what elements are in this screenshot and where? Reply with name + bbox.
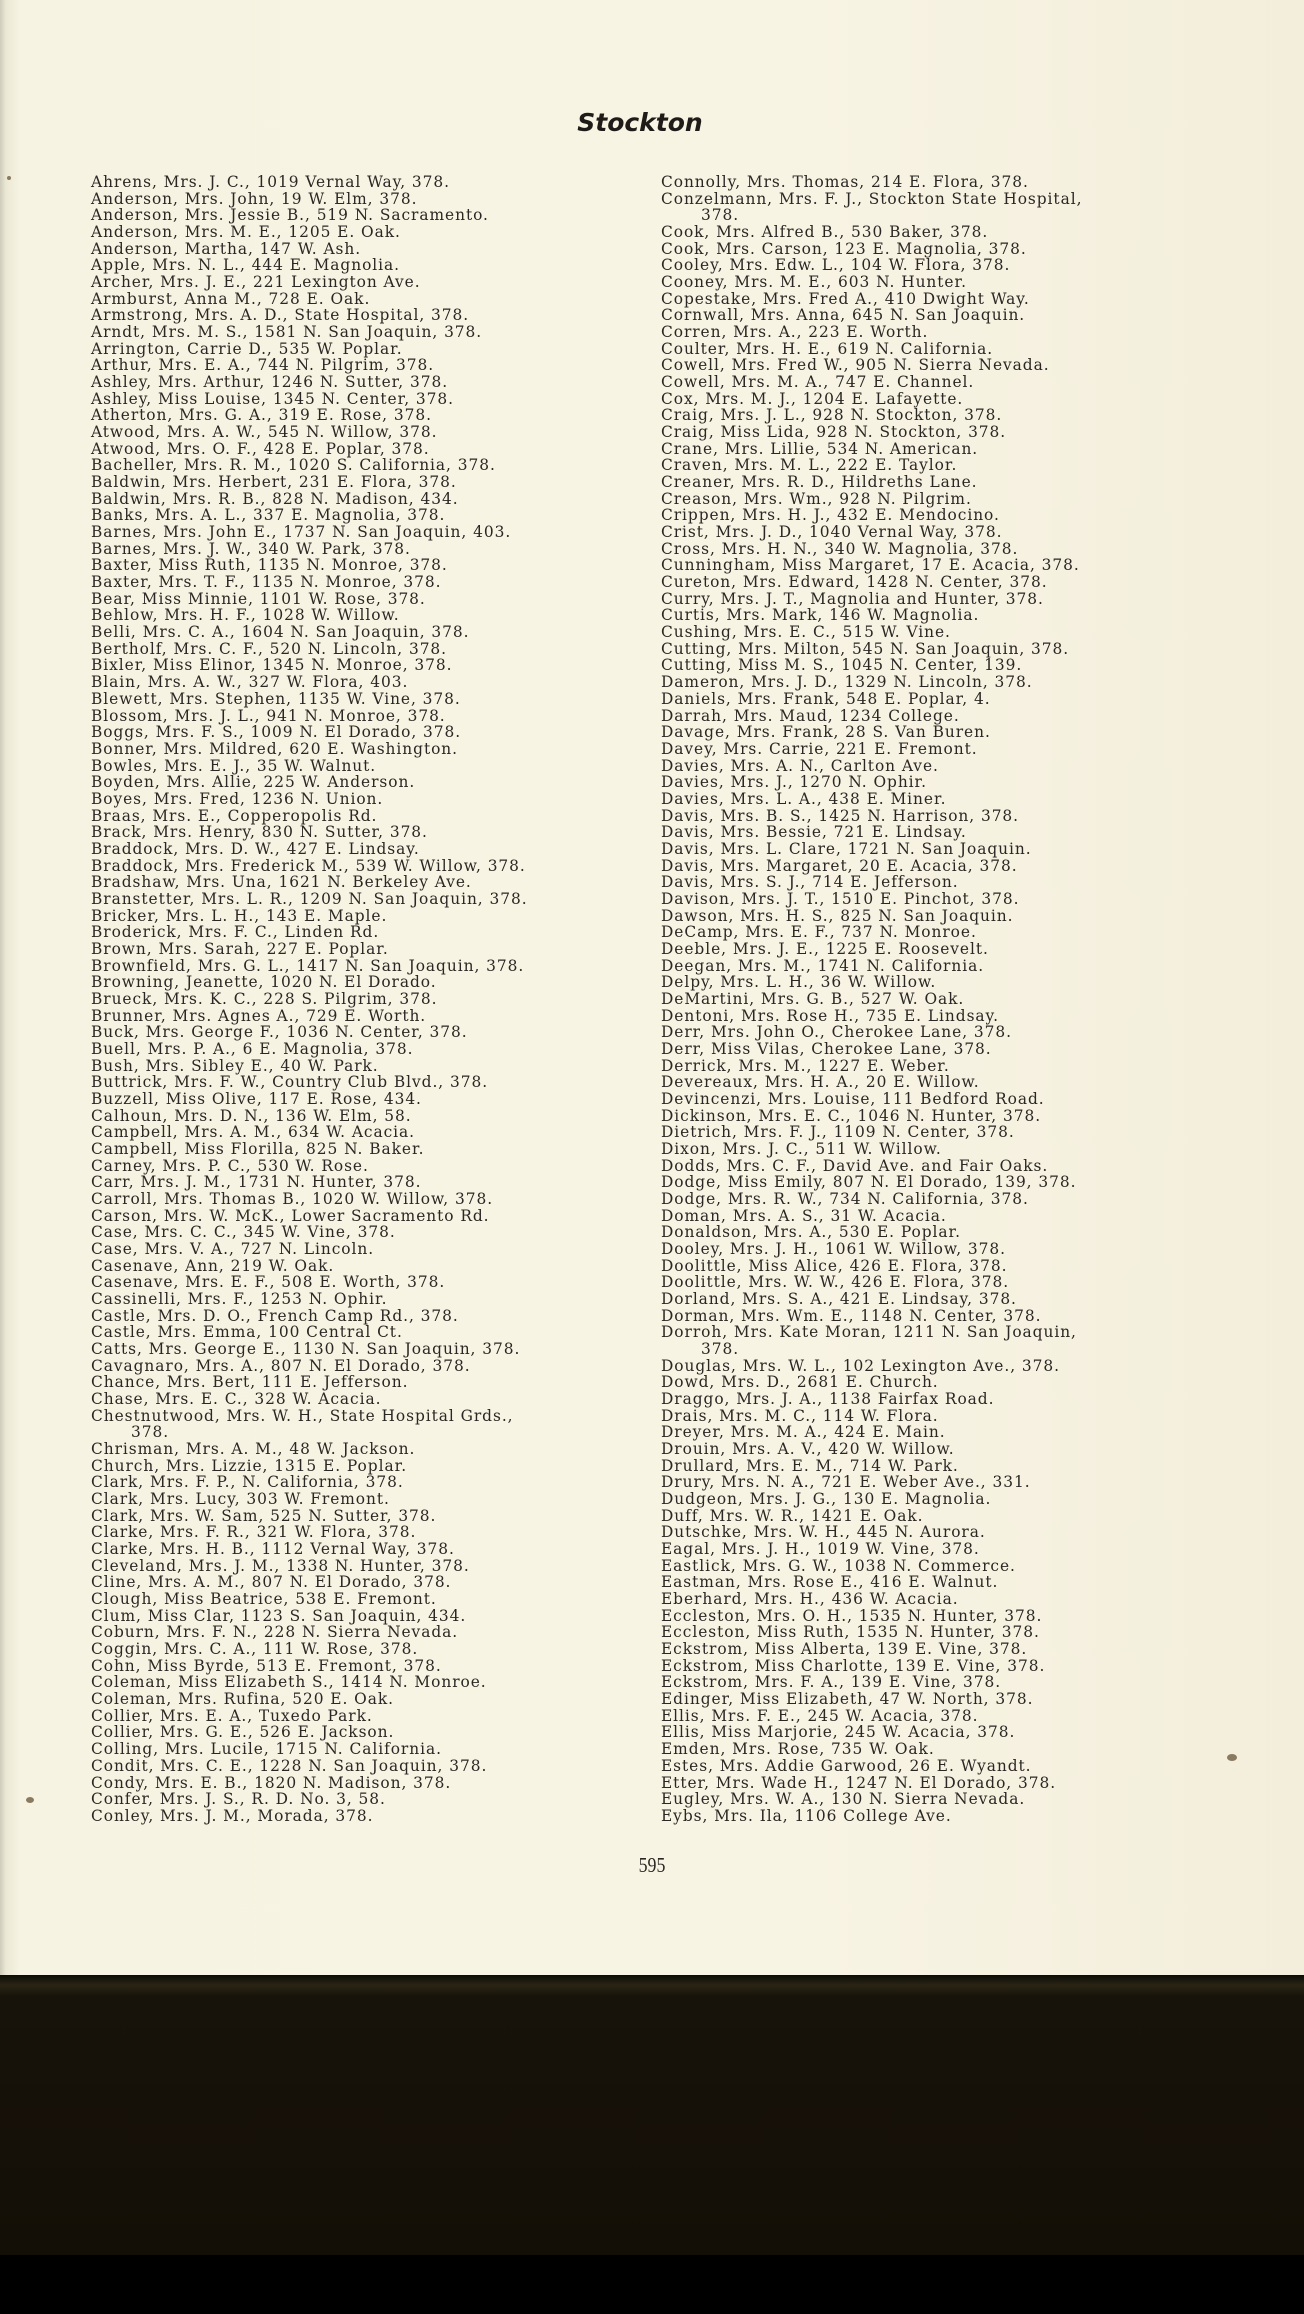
directory-entry: Anderson, Mrs. John, 19 W. Elm, 378. [91, 189, 418, 208]
directory-entry: Doman, Mrs. A. S., 31 W. Acacia. [661, 1206, 947, 1225]
directory-entry: Anderson, Martha, 147 W. Ash. [91, 239, 362, 258]
directory-entry: Dorland, Mrs. S. A., 421 E. Lindsay, 378. [661, 1290, 1017, 1309]
directory-entry: Calhoun, Mrs. D. N., 136 W. Elm, 58. [91, 1106, 412, 1125]
directory-entry: Case, Mrs. V. A., 727 N. Lincoln. [91, 1240, 375, 1258]
directory-entry: Doolittle, Mrs. W. W., 426 E. Flora, 378. [661, 1273, 1010, 1292]
directory-entry: Carr, Mrs. J. M., 1731 N. Hunter, 378. [91, 1173, 422, 1192]
directory-entry: Bacheller, Mrs. R. M., 1020 S. California, 378. [91, 456, 496, 475]
directory-entry: Etter, Mrs. Wade H., 1247 N. El Dorado, 378. [661, 1773, 1057, 1792]
directory-entry: Davis, Mrs. S. J., 714 E. Jefferson. [661, 873, 959, 892]
directory-entry: Barnes, Mrs. J. W., 340 W. Park, 378. [91, 539, 411, 558]
directory-entry: Dudgeon, Mrs. J. G., 130 E. Magnolia. [661, 1490, 992, 1509]
paper-speck [7, 176, 11, 180]
directory-entry: Derr, Mrs. John O., Cherokee Lane, 378. [661, 1023, 1012, 1042]
directory-entry: Drury, Mrs. N. A., 721 E. Weber Ave., 331. [661, 1473, 1031, 1492]
directory-entry: Deegan, Mrs. M., 1741 N. California. [661, 956, 985, 975]
entry-continuation: 378. [701, 206, 740, 225]
directory-entry: Eccleston, Mrs. O. H., 1535 N. Hunter, 378. [661, 1606, 1043, 1625]
directory-entry: Drouin, Mrs. A. V., 420 W. Willow. [661, 1440, 955, 1459]
directory-entry: Anderson, Mrs. Jessie B., 519 N. Sacramento. [91, 206, 489, 225]
directory-entry: Cushing, Mrs. E. C., 515 W. Vine. [661, 623, 951, 642]
directory-entry: Cowell, Mrs. M. A., 747 E. Channel. [661, 373, 975, 392]
directory-entry: Atwood, Mrs. O. F., 428 E. Poplar, 378. [91, 439, 430, 458]
directory-entry: Draggo, Mrs. J. A., 1138 Fairfax Road. [661, 1390, 995, 1409]
directory-entry: Baldwin, Mrs. R. B., 828 N. Madison, 434. [91, 489, 459, 508]
directory-entry: Braddock, Mrs. D. W., 427 E. Lindsay. [91, 839, 420, 858]
directory-entry [661, 1324, 1082, 1357]
directory-entry: Edinger, Miss Elizabeth, 47 W. North, 378. [661, 1690, 1034, 1709]
directory-entry: Davey, Mrs. Carrie, 221 E. Fremont. [661, 739, 978, 758]
directory-entry: Cooney, Mrs. M. E., 603 N. Hunter. [661, 273, 967, 292]
directory-entry: Buck, Mrs. George F., 1036 N. Center, 378. [91, 1023, 468, 1042]
directory-entry: Davis, Mrs. L. Clare, 1721 N. San Joaquin. [661, 839, 1032, 858]
directory-entry: Banks, Mrs. A. L., 337 E. Magnolia, 378. [91, 506, 446, 525]
directory-entry: Cowell, Mrs. Fred W., 905 N. Sierra Nevada. [661, 356, 1050, 375]
directory-entry: Connolly, Mrs. Thomas, 214 E. Flora, 378. [661, 173, 1029, 191]
directory-entry: Buttrick, Mrs. F. W., Country Club Blvd., 378. [91, 1073, 489, 1092]
directory-entry: Cook, Mrs. Carson, 123 E. Magnolia, 378. [661, 239, 1027, 258]
directory-column-left [91, 174, 528, 1825]
directory-entry: Carroll, Mrs. Thomas B., 1020 W. Willow, 378. [91, 1189, 494, 1208]
entry-continuation: 378. [131, 1423, 170, 1442]
directory-entry: Bush, Mrs. Sibley E., 40 W. Park. [91, 1056, 379, 1075]
directory-entry: Buell, Mrs. P. A., 6 E. Magnolia, 378. [91, 1039, 414, 1058]
directory-entry: Dameron, Mrs. J. D., 1329 N. Lincoln, 378. [661, 673, 1033, 692]
directory-entry: Anderson, Mrs. M. E., 1205 E. Oak. [91, 223, 401, 242]
directory-entry: Bowles, Mrs. E. J., 35 W. Walnut. [91, 756, 377, 775]
directory-entry: DeMartini, Mrs. G. B., 527 W. Oak. [661, 989, 965, 1008]
directory-entry: Casenave, Ann, 219 W. Oak. [91, 1256, 335, 1275]
directory-entry: Bonner, Mrs. Mildred, 620 E. Washington. [91, 739, 459, 758]
directory-entry: Davies, Mrs. J., 1270 N. Ophir. [661, 773, 928, 792]
directory-entry: Davage, Mrs. Frank, 28 S. Van Buren. [661, 723, 991, 742]
directory-entry: Dreyer, Mrs. M. A., 424 E. Main. [661, 1423, 946, 1442]
directory-entry: Brueck, Mrs. K. C., 228 S. Pilgrim, 378. [91, 989, 438, 1008]
directory-entry: Crist, Mrs. J. D., 1040 Vernal Way, 378. [661, 523, 1003, 542]
directory-entry: Armburst, Anna M., 728 E. Oak. [91, 289, 371, 308]
directory-entry: Clark, Mrs. F. P., N. California, 378. [91, 1473, 404, 1492]
directory-entry: Clark, Mrs. W. Sam, 525 N. Sutter, 378. [91, 1506, 437, 1525]
directory-entry: Cox, Mrs. M. J., 1204 E. Lafayette. [661, 389, 964, 408]
directory-entry: Eckstrom, Mrs. F. A., 139 E. Vine, 378. [661, 1673, 1002, 1692]
directory-entry: Derr, Miss Vilas, Cherokee Lane, 378. [661, 1039, 992, 1058]
directory-entry: Behlow, Mrs. H. F., 1028 W. Willow. [91, 606, 400, 625]
directory-entry: Campbell, Mrs. A. M., 634 W. Acacia. [91, 1123, 416, 1142]
directory-entry: Drullard, Mrs. E. M., 714 W. Park. [661, 1456, 959, 1475]
directory-entry: Brack, Mrs. Henry, 830 N. Sutter, 378. [91, 823, 428, 842]
directory-entry: Creason, Mrs. Wm., 928 N. Pilgrim. [661, 489, 972, 508]
directory-entry: Conley, Mrs. J. M., Morada, 378. [91, 1806, 374, 1825]
directory-entry: Cornwall, Mrs. Anna, 645 N. San Joaquin. [661, 306, 1026, 325]
directory-entry: Coulter, Mrs. H. E., 619 N. California. [661, 339, 994, 358]
directory-entry: Copestake, Mrs. Fred A., 410 Dwight Way. [661, 289, 1030, 308]
directory-entry [91, 1408, 528, 1441]
directory-entry: Cunningham, Miss Margaret, 17 E. Acacia, 378. [661, 556, 1080, 575]
directory-entry: Brown, Mrs. Sarah, 227 E. Poplar. [91, 939, 389, 958]
directory-entry: Davies, Mrs. L. A., 438 E. Miner. [661, 789, 947, 808]
directory-entry: Ellis, Miss Marjorie, 245 W. Acacia, 378. [661, 1723, 1016, 1742]
directory-entry: Curry, Mrs. J. T., Magnolia and Hunter, 378. [661, 589, 1044, 608]
directory-entry: Brunner, Mrs. Agnes A., 729 E. Worth. [91, 1006, 427, 1025]
directory-entry: Blossom, Mrs. J. L., 941 N. Monroe, 378. [91, 706, 446, 725]
directory-entry: Baxter, Miss Ruth, 1135 N. Monroe, 378. [91, 556, 448, 575]
directory-entry: Chrisman, Mrs. A. M., 48 W. Jackson. [91, 1440, 416, 1459]
directory-entry: Eastlick, Mrs. G. W., 1038 N. Commerce. [661, 1556, 1016, 1575]
directory-entry: Belli, Mrs. C. A., 1604 N. San Joaquin, 378. [91, 623, 470, 642]
directory-entry: Cross, Mrs. H. N., 340 W. Magnolia, 378. [661, 539, 1019, 558]
directory-entry: Cook, Mrs. Alfred B., 530 Baker, 378. [661, 223, 989, 242]
directory-entry: Armstrong, Mrs. A. D., State Hospital, 378. [91, 306, 470, 325]
directory-entry: Castle, Mrs. D. O., French Camp Rd., 378. [91, 1306, 459, 1325]
directory-entry: Apple, Mrs. N. L., 444 E. Magnolia. [91, 256, 401, 275]
directory-entry: Ashley, Mrs. Arthur, 1246 N. Sutter, 378. [91, 373, 449, 392]
directory-entry: Chance, Mrs. Bert, 111 E. Jefferson. [91, 1373, 409, 1392]
directory-entry: Arrington, Carrie D., 535 W. Poplar. [91, 339, 403, 358]
directory-entry: Dorman, Mrs. Wm. E., 1148 N. Center, 378. [661, 1306, 1042, 1325]
directory-entry: Browning, Jeanette, 1020 N. El Dorado. [91, 973, 437, 992]
directory-entry: Dietrich, Mrs. F. J., 1109 N. Center, 378. [661, 1123, 1015, 1142]
directory-entry: Bertholf, Mrs. C. F., 520 N. Lincoln, 378. [91, 639, 448, 658]
directory-entry: Davis, Mrs. Margaret, 20 E. Acacia, 378. [661, 856, 1018, 875]
directory-entry: Blewett, Mrs. Stephen, 1135 W. Vine, 378. [91, 689, 461, 708]
directory-entry: Dowd, Mrs. D., 2681 E. Church. [661, 1373, 939, 1392]
directory-entry: Bixler, Miss Elinor, 1345 N. Monroe, 378. [91, 656, 453, 675]
directory-entry: DeCamp, Mrs. E. F., 737 N. Monroe. [661, 923, 977, 942]
directory-entry: Case, Mrs. C. C., 345 W. Vine, 378. [91, 1223, 396, 1242]
directory-entry: Condit, Mrs. C. E., 1228 N. San Joaquin, 378. [91, 1756, 488, 1775]
directory-entry: Cutting, Miss M. S., 1045 N. Center, 139. [661, 656, 1023, 675]
entry-continuation: 378. [701, 1340, 740, 1359]
entry-text: Chestnutwood, Mrs. W. H., State Hospital Grds., [91, 1406, 514, 1425]
directory-entry: Cooley, Mrs. Edw. L., 104 W. Flora, 378. [661, 256, 1011, 275]
directory-entry: Braas, Mrs. E., Copperopolis Rd. [91, 806, 378, 825]
directory-entry: Ashley, Miss Louise, 1345 N. Center, 378. [91, 389, 454, 408]
directory-entry: Emden, Mrs. Rose, 735 W. Oak. [661, 1740, 935, 1759]
directory-entry [661, 191, 1082, 224]
directory-entry: Church, Mrs. Lizzie, 1315 E. Poplar. [91, 1456, 408, 1475]
directory-entry: Davies, Mrs. A. N., Carlton Ave. [661, 756, 939, 775]
directory-entry: Davis, Mrs. Bessie, 721 E. Lindsay. [661, 823, 967, 842]
directory-entry: Craven, Mrs. M. L., 222 E. Taylor. [661, 456, 958, 475]
directory-entry: Craig, Miss Lida, 928 N. Stockton, 378. [661, 423, 1007, 442]
directory-entry: Eybs, Mrs. Ila, 1106 College Ave. [661, 1806, 952, 1825]
directory-entry: Devereaux, Mrs. H. A., 20 E. Willow. [661, 1073, 980, 1092]
directory-entry: Boyes, Mrs. Fred, 1236 N. Union. [91, 789, 384, 808]
directory-entry: Doolittle, Miss Alice, 426 E. Flora, 378. [661, 1256, 1008, 1275]
directory-entry: Collier, Mrs. G. E., 526 E. Jackson. [91, 1723, 395, 1742]
directory-entry: Crippen, Mrs. H. J., 432 E. Mendocino. [661, 506, 1000, 525]
directory-entry: Eccleston, Miss Ruth, 1535 N. Hunter, 378. [661, 1623, 1040, 1642]
directory-entry: Darrah, Mrs. Maud, 1234 College. [661, 706, 960, 725]
directory-entry: Blain, Mrs. A. W., 327 W. Flora, 403. [91, 673, 409, 692]
directory-entry: Bricker, Mrs. L. H., 143 E. Maple. [91, 906, 388, 925]
directory-entry: Craig, Mrs. J. L., 928 N. Stockton, 378. [661, 406, 1003, 425]
directory-entry: Atherton, Mrs. G. A., 319 E. Rose, 378. [91, 406, 432, 425]
directory-entry: Bradshaw, Mrs. Una, 1621 N. Berkeley Ave. [91, 873, 472, 892]
directory-entry: Cline, Mrs. A. M., 807 N. El Dorado, 378. [91, 1573, 452, 1592]
directory-entry: Atwood, Mrs. A. W., 545 N. Willow, 378. [91, 423, 438, 442]
directory-entry: Baxter, Mrs. T. F., 1135 N. Monroe, 378. [91, 573, 442, 592]
directory-entry: Chase, Mrs. E. C., 328 W. Acacia. [91, 1390, 382, 1409]
directory-entry: Coggin, Mrs. C. A., 111 W. Rose, 378. [91, 1640, 419, 1659]
directory-entry: Cohn, Miss Byrde, 513 E. Fremont, 378. [91, 1656, 442, 1675]
entry-text: Dorroh, Mrs. Kate Moran, 1211 N. San Joaquin, [661, 1323, 1077, 1342]
directory-entry: Dodds, Mrs. C. F., David Ave. and Fair Oaks. [661, 1156, 1049, 1175]
directory-entry: Eckstrom, Miss Charlotte, 139 E. Vine, 378. [661, 1656, 1046, 1675]
directory-entry: Broderick, Mrs. F. C., Linden Rd. [91, 923, 380, 942]
directory-entry: Ahrens, Mrs. J. C., 1019 Vernal Way, 378. [91, 173, 450, 191]
directory-entry: Collier, Mrs. E. A., Tuxedo Park. [91, 1706, 373, 1725]
directory-entry: Delpy, Mrs. L. H., 36 W. Willow. [661, 973, 937, 992]
directory-entry: Duff, Mrs. W. R., 1421 E. Oak. [661, 1506, 924, 1525]
scanner-background [0, 1975, 1304, 2255]
directory-entry: Boyden, Mrs. Allie, 225 W. Anderson. [91, 773, 416, 792]
directory-entry: Eugley, Mrs. W. A., 130 N. Sierra Nevada. [661, 1790, 1026, 1809]
directory-entry: Cutting, Mrs. Milton, 545 N. San Joaquin, 378. [661, 639, 1070, 658]
entry-text: Conzelmann, Mrs. F. J., Stockton State Hospital, [661, 189, 1083, 208]
page-number: 595 [638, 1853, 666, 1877]
directory-entry: Dentoni, Mrs. Rose H., 735 E. Lindsay. [661, 1006, 999, 1025]
directory-entry: Eastman, Mrs. Rose E., 416 E. Walnut. [661, 1573, 999, 1592]
directory-entry: Barnes, Mrs. John E., 1737 N. San Joaquin, 403. [91, 523, 512, 542]
directory-entry: Creaner, Mrs. R. D., Hildreths Lane. [661, 473, 978, 492]
directory-entry: Crane, Mrs. Lillie, 534 N. American. [661, 439, 979, 458]
directory-column-right [661, 174, 1082, 1825]
directory-entry: Drais, Mrs. M. C., 114 W. Flora. [661, 1406, 939, 1425]
directory-entry: Ellis, Mrs. F. E., 245 W. Acacia, 378. [661, 1706, 979, 1725]
directory-entry: Eckstrom, Miss Alberta, 139 E. Vine, 378. [661, 1640, 1028, 1659]
directory-entry: Dooley, Mrs. J. H., 1061 W. Willow, 378. [661, 1240, 1006, 1258]
directory-entry: Eberhard, Mrs. H., 436 W. Acacia. [661, 1590, 959, 1609]
directory-entry: Dickinson, Mrs. E. C., 1046 N. Hunter, 378. [661, 1106, 1042, 1125]
directory-entry: Branstetter, Mrs. L. R., 1209 N. San Joaquin, 378. [91, 889, 528, 908]
directory-entry: Dodge, Miss Emily, 807 N. El Dorado, 139, 378. [661, 1173, 1077, 1192]
directory-entry: Dutschke, Mrs. W. H., 445 N. Aurora. [661, 1523, 986, 1542]
directory-entry: Dixon, Mrs. J. C., 511 W. Willow. [661, 1139, 942, 1158]
directory-entry: Coburn, Mrs. F. N., 228 N. Sierra Nevada. [91, 1623, 459, 1642]
directory-entry: Davis, Mrs. B. S., 1425 N. Harrison, 378. [661, 806, 1020, 825]
paper-speck [26, 1797, 34, 1803]
directory-entry: Colling, Mrs. Lucile, 1715 N. California. [91, 1740, 442, 1759]
directory-entry: Coleman, Mrs. Rufina, 520 E. Oak. [91, 1690, 394, 1709]
directory-entry: Coleman, Miss Elizabeth S., 1414 N. Monroe. [91, 1673, 487, 1692]
directory-entry: Carney, Mrs. P. C., 530 W. Rose. [91, 1156, 369, 1175]
directory-entry: Cureton, Mrs. Edward, 1428 N. Center, 378. [661, 573, 1048, 592]
city-heading: Stockton [577, 108, 703, 137]
directory-entry: Curtis, Mrs. Mark, 146 W. Magnolia. [661, 606, 980, 625]
directory-entry: Devincenzi, Mrs. Louise, 111 Bedford Road. [661, 1089, 1045, 1108]
paper-speck [1227, 1754, 1237, 1761]
directory-entry: Casenave, Mrs. E. F., 508 E. Worth, 378. [91, 1273, 446, 1292]
page-title [0, 108, 1304, 137]
directory-entry: Clarke, Mrs. H. B., 1112 Vernal Way, 378. [91, 1540, 455, 1559]
directory-entry: Carson, Mrs. W. McK., Lower Sacramento Rd. [91, 1206, 490, 1225]
directory-entry: Cavagnaro, Mrs. A., 807 N. El Dorado, 378. [91, 1356, 471, 1375]
directory-entry: Archer, Mrs. J. E., 221 Lexington Ave. [91, 273, 421, 292]
directory-entry: Clough, Miss Beatrice, 538 E. Fremont. [91, 1590, 437, 1609]
directory-entry: Campbell, Miss Florilla, 825 N. Baker. [91, 1139, 425, 1158]
directory-entry: Eagal, Mrs. J. H., 1019 W. Vine, 378. [661, 1540, 980, 1559]
directory-entry: Confer, Mrs. J. S., R. D. No. 3, 58. [91, 1790, 386, 1809]
directory-entry: Condy, Mrs. E. B., 1820 N. Madison, 378. [91, 1773, 452, 1792]
directory-entry: Braddock, Mrs. Frederick M., 539 W. Willow, 378. [91, 856, 526, 875]
directory-entry: Dawson, Mrs. H. S., 825 N. San Joaquin. [661, 906, 1014, 925]
directory-entry: Clark, Mrs. Lucy, 303 W. Fremont. [91, 1490, 390, 1509]
directory-entry: Derrick, Mrs. M., 1227 E. Weber. [661, 1056, 950, 1075]
directory-entry: Estes, Mrs. Addie Garwood, 26 E. Wyandt. [661, 1756, 1032, 1775]
directory-entry: Cleveland, Mrs. J. M., 1338 N. Hunter, 378. [91, 1556, 470, 1575]
directory-entry: Donaldson, Mrs. A., 530 E. Poplar. [661, 1223, 962, 1242]
directory-entry: Douglas, Mrs. W. L., 102 Lexington Ave., 378. [661, 1356, 1060, 1375]
directory-entry: Dodge, Mrs. R. W., 734 N. California, 378. [661, 1189, 1029, 1208]
directory-entry: Arthur, Mrs. E. A., 744 N. Pilgrim, 378. [91, 356, 435, 375]
directory-entry: Cassinelli, Mrs. F., 1253 N. Ophir. [91, 1290, 388, 1309]
directory-entry: Clarke, Mrs. F. R., 321 W. Flora, 378. [91, 1523, 417, 1542]
directory-entry: Catts, Mrs. George E., 1130 N. San Joaquin, 378. [91, 1340, 521, 1359]
directory-entry: Brownfield, Mrs. G. L., 1417 N. San Joaquin, 378. [91, 956, 525, 975]
directory-entry: Deeble, Mrs. J. E., 1225 E. Roosevelt. [661, 939, 989, 958]
directory-entry: Boggs, Mrs. F. S., 1009 N. El Dorado, 378. [91, 723, 462, 742]
directory-entry: Bear, Miss Minnie, 1101 W. Rose, 378. [91, 589, 426, 608]
directory-entry: Davison, Mrs. J. T., 1510 E. Pinchot, 378. [661, 889, 1020, 908]
directory-entry: Arndt, Mrs. M. S., 1581 N. San Joaquin, 378. [91, 323, 483, 342]
directory-entry: Corren, Mrs. A., 223 E. Worth. [661, 323, 929, 342]
directory-entry: Buzzell, Miss Olive, 117 E. Rose, 434. [91, 1089, 422, 1108]
directory-entry: Daniels, Mrs. Frank, 548 E. Poplar, 4. [661, 689, 991, 708]
directory-entry: Baldwin, Mrs. Herbert, 231 E. Flora, 378. [91, 473, 457, 492]
directory-entry: Castle, Mrs. Emma, 100 Central Ct. [91, 1323, 403, 1342]
directory-entry: Clum, Miss Clar, 1123 S. San Joaquin, 434. [91, 1606, 467, 1625]
